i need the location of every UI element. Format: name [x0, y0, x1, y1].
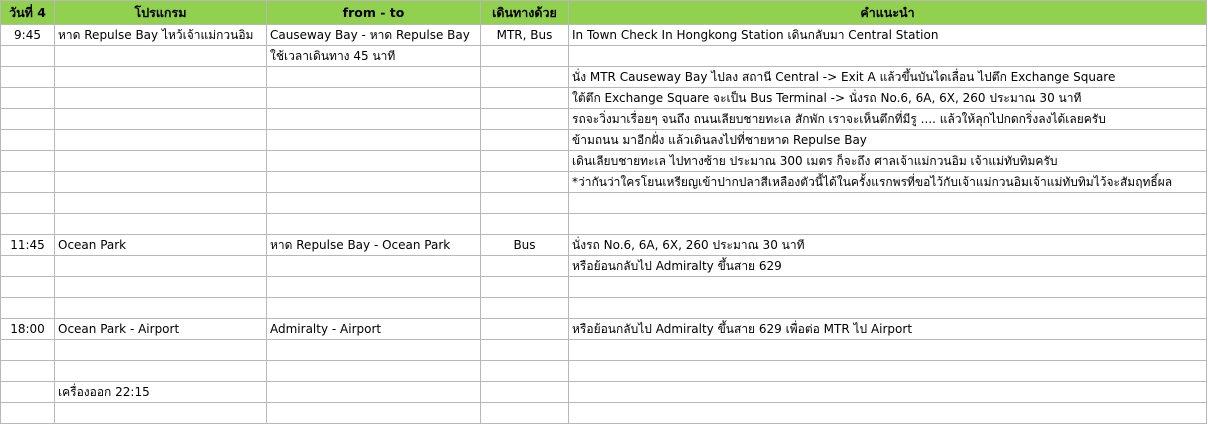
cell-advice[interactable]: [569, 277, 1207, 298]
cell-time[interactable]: [1, 88, 55, 109]
cell-program[interactable]: หาด Repulse Bay ไหว้เจ้าแม่กวนอิม: [55, 25, 267, 46]
cell-mode[interactable]: MTR, Bus: [481, 25, 569, 46]
cell-route[interactable]: [267, 361, 481, 382]
cell-route[interactable]: หาด Repulse Bay - Ocean Park: [267, 235, 481, 256]
cell-route[interactable]: ใช้เวลาเดินทาง 45 นาที: [267, 46, 481, 67]
table-row: [1, 340, 1207, 361]
cell-mode[interactable]: Bus: [481, 235, 569, 256]
table-row: [1, 130, 1207, 151]
cell-advice[interactable]: ใต้ตึก Exchange Square จะเป็น Bus Terminal -> นั่งรถ No.6, 6A, 6X, 260 ประมาณ 30 นาที: [569, 88, 1207, 109]
cell-time[interactable]: [1, 172, 55, 193]
cell-time[interactable]: [1, 109, 55, 130]
cell-route[interactable]: [267, 151, 481, 172]
cell-route[interactable]: Admiralty - Airport: [267, 319, 481, 340]
cell-advice[interactable]: เดินเลียบชายทะเล ไปทางซ้าย ประมาณ 300 เมตร ก็จะถึง ศาลเจ้าแม่กวนอิม เจ้าแม่ทับทิมครับ: [569, 151, 1207, 172]
cell-time[interactable]: [1, 193, 55, 214]
cell-program[interactable]: [55, 130, 267, 151]
table-row: [1, 382, 1207, 403]
cell-advice[interactable]: นั่ง MTR Causeway Bay ไปลง สถานี Central -> Exit A แล้วขึ้นบันไดเลื่อน ไปตึก Exchange Square: [569, 67, 1207, 88]
cell-program[interactable]: [55, 193, 267, 214]
cell-program[interactable]: [55, 172, 267, 193]
table-row: [1, 193, 1207, 214]
cell-route[interactable]: [267, 256, 481, 277]
cell-route[interactable]: [267, 88, 481, 109]
table-row: [1, 151, 1207, 172]
cell-program[interactable]: [55, 214, 267, 235]
cell-time[interactable]: [1, 340, 55, 361]
cell-route[interactable]: Causeway Bay - หาด Repulse Bay: [267, 25, 481, 46]
cell-route[interactable]: [267, 130, 481, 151]
cell-time[interactable]: [1, 298, 55, 319]
cell-mode[interactable]: [481, 172, 569, 193]
cell-advice[interactable]: หรือย้อนกลับไป Admiralty ขึ้นสาย 629 เพื่อต่อ MTR ไป Airport: [569, 319, 1207, 340]
cell-time[interactable]: [1, 256, 55, 277]
cell-route[interactable]: [267, 214, 481, 235]
cell-mode[interactable]: [481, 277, 569, 298]
header-row: [1, 1, 1207, 25]
cell-time[interactable]: [1, 403, 55, 424]
cell-mode[interactable]: [481, 298, 569, 319]
cell-program[interactable]: [55, 88, 267, 109]
cell-advice[interactable]: [569, 193, 1207, 214]
cell-advice[interactable]: [569, 46, 1207, 67]
cell-time[interactable]: [1, 277, 55, 298]
table-row: [1, 172, 1207, 193]
cell-time[interactable]: [1, 67, 55, 88]
header-day[interactable]: วันที่ 4: [1, 1, 55, 25]
table-row: [1, 235, 1207, 256]
cell-mode[interactable]: [481, 382, 569, 403]
header-advice[interactable]: คำแนะนำ: [569, 1, 1207, 25]
cell-route[interactable]: [267, 382, 481, 403]
cell-route[interactable]: [267, 67, 481, 88]
cell-mode[interactable]: [481, 403, 569, 424]
cell-program[interactable]: [55, 403, 267, 424]
table-row: [1, 361, 1207, 382]
cell-mode[interactable]: [481, 151, 569, 172]
cell-advice[interactable]: ข้ามถนน มาอีกฝั่ง แล้วเดินลงไปที่ชายหาด Repulse Bay: [569, 130, 1207, 151]
cell-time[interactable]: [1, 361, 55, 382]
cell-route[interactable]: [267, 298, 481, 319]
table-body: [1, 25, 1207, 424]
cell-program[interactable]: [55, 277, 267, 298]
cell-program[interactable]: [55, 67, 267, 88]
table-row: [1, 109, 1207, 130]
cell-mode[interactable]: [481, 361, 569, 382]
table-row: [1, 214, 1207, 235]
cell-advice[interactable]: [569, 214, 1207, 235]
cell-time[interactable]: [1, 46, 55, 67]
cell-mode[interactable]: [481, 256, 569, 277]
header-mode[interactable]: เดินทางด้วย: [481, 1, 569, 25]
cell-mode[interactable]: [481, 88, 569, 109]
table-row: [1, 88, 1207, 109]
cell-advice[interactable]: [569, 298, 1207, 319]
cell-advice[interactable]: In Town Check In Hongkong Station เดินกลับมา Central Station: [569, 25, 1207, 46]
cell-time[interactable]: [1, 151, 55, 172]
table-row: [1, 256, 1207, 277]
cell-program[interactable]: Ocean Park: [55, 235, 267, 256]
cell-time[interactable]: 9:45: [1, 25, 55, 46]
cell-route[interactable]: [267, 172, 481, 193]
cell-advice[interactable]: รถจะวิ่งมาเรื่อยๆ จนถึง ถนนเลียบชายทะเล สักพัก เราจะเห็นตึกที่มีรู .... แล้วให้ลุกไปกดกริ่งลงได้เลยครับ: [569, 109, 1207, 130]
cell-program[interactable]: [55, 109, 267, 130]
table-row: [1, 46, 1207, 67]
cell-time[interactable]: 18:00: [1, 319, 55, 340]
header-program[interactable]: โปรแกรม: [55, 1, 267, 25]
cell-advice[interactable]: [569, 340, 1207, 361]
cell-advice[interactable]: นั่งรถ No.6, 6A, 6X, 260 ประมาณ 30 นาที: [569, 235, 1207, 256]
cell-mode[interactable]: [481, 130, 569, 151]
table-row: [1, 298, 1207, 319]
header-route[interactable]: from - to: [267, 1, 481, 25]
cell-route[interactable]: [267, 193, 481, 214]
cell-program[interactable]: เครื่องออก 22:15: [55, 382, 267, 403]
cell-program[interactable]: [55, 256, 267, 277]
cell-advice[interactable]: [569, 382, 1207, 403]
cell-route[interactable]: [267, 277, 481, 298]
table-row: [1, 319, 1207, 340]
cell-program[interactable]: [55, 340, 267, 361]
cell-program[interactable]: [55, 151, 267, 172]
table-row: [1, 277, 1207, 298]
cell-time[interactable]: [1, 214, 55, 235]
cell-mode[interactable]: [481, 319, 569, 340]
cell-program[interactable]: [55, 361, 267, 382]
cell-program[interactable]: Ocean Park - Airport: [55, 319, 267, 340]
cell-program[interactable]: [55, 46, 267, 67]
cell-mode[interactable]: [481, 67, 569, 88]
table-row: [1, 67, 1207, 88]
table-row: [1, 25, 1207, 46]
cell-advice[interactable]: หรือย้อนกลับไป Admiralty ขึ้นสาย 629: [569, 256, 1207, 277]
cell-advice[interactable]: [569, 361, 1207, 382]
cell-route[interactable]: [267, 403, 481, 424]
cell-advice[interactable]: [569, 403, 1207, 424]
cell-mode[interactable]: [481, 193, 569, 214]
cell-program[interactable]: [55, 298, 267, 319]
cell-mode[interactable]: [481, 109, 569, 130]
cell-mode[interactable]: [481, 340, 569, 361]
cell-mode[interactable]: [481, 46, 569, 67]
cell-route[interactable]: [267, 109, 481, 130]
cell-time[interactable]: [1, 382, 55, 403]
cell-time[interactable]: [1, 130, 55, 151]
cell-advice[interactable]: *ว่ากันว่าใครโยนเหรียญเข้าปากปลาสีเหลืองตัวนี้ได้ในครั้งแรกพรที่ขอไว้กับเจ้าแม่กวนอิมเจ้าแม่ทับทิมไว้จะสัมฤทธิ์ผล: [569, 172, 1207, 193]
table-row: [1, 403, 1207, 424]
cell-time[interactable]: 11:45: [1, 235, 55, 256]
cell-route[interactable]: [267, 340, 481, 361]
cell-mode[interactable]: [481, 214, 569, 235]
